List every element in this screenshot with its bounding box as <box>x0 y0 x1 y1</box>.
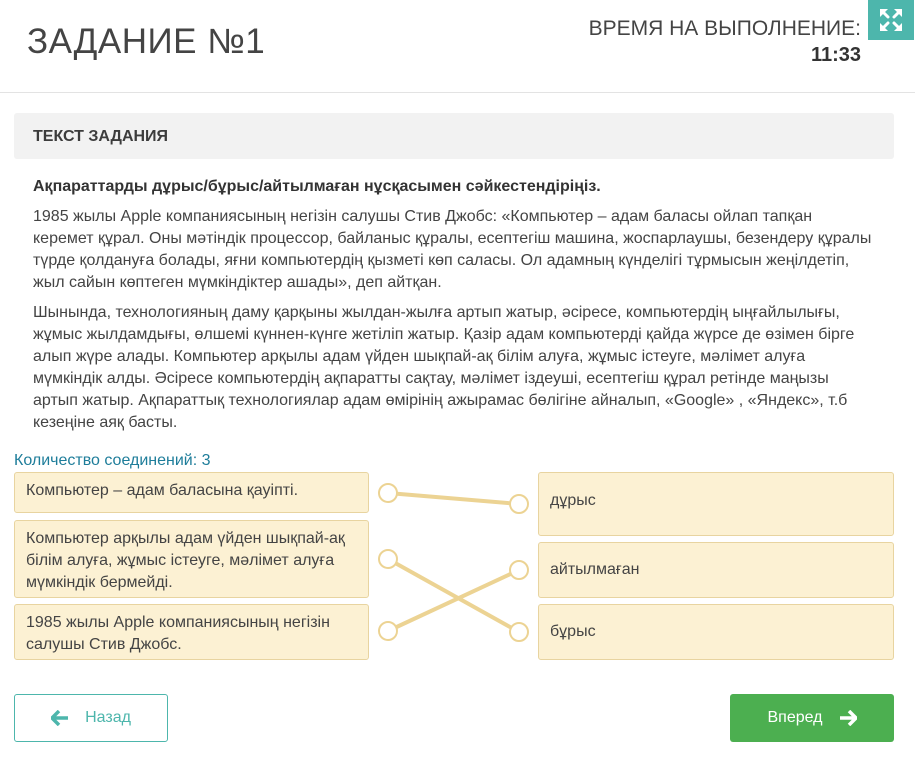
task-paragraph-2: Шынында, технологияның даму қарқыны жылдан-жылға артып жатыр, әсіресе, компьютердің ыңғайлылығы, жұмыс жылдамдығы, өлшемі күннен-күнге жетіліп жатыр. Қазір адам компьютерді қайда жүрсе де өзімен бірге алып жүре алады. Компьютер арқылы адам үйден шықпай-ақ білім алуға, жұмыс істеуге, мәлімет алуға мүмкіндік алды. Әсіресе компьютердің ақпаратты сақтау, мәлімет іздеуші, есептегіш құрал ретінде маңызы артып жатыр. Ақпараттық технологиялар адам өмірінің ажырамас бөлігіне айналып, «Google» , «Яндекс», т.б кезеңіне аяқ басты. <box>33 304 855 431</box>
page-title: ЗАДАНИЕ №1 <box>27 22 266 61</box>
timer-value: 11:33 <box>810 44 861 66</box>
left-statement-2[interactable]: Компьютер арқылы адам үйден шықпай-ақ білім алуға, жұмыс істеуге, мәлімет алуға мүмкіндік бермейді. <box>14 520 369 598</box>
answer-option-2[interactable]: айтылмаған <box>538 542 894 598</box>
timer-label: ВРЕМЯ НА ВЫПОЛНЕНИЕ: <box>588 17 861 40</box>
section-title: ТЕКСТ ЗАДАНИЯ <box>33 128 169 145</box>
connections-count: Количество соединений: 3 <box>14 452 211 469</box>
header <box>0 0 915 93</box>
fullscreen-button[interactable] <box>868 0 914 40</box>
task-instruction: Ақпараттарды дұрыс/бұрыс/айтылмаған нұсқасымен сәйкестендіріңіз. <box>33 178 601 195</box>
left-connector-3[interactable] <box>378 621 398 641</box>
left-connector-2[interactable] <box>378 549 398 569</box>
left-connector-1[interactable] <box>378 483 398 503</box>
arrow-right-icon <box>839 710 857 726</box>
task-section-header <box>14 113 894 159</box>
back-button[interactable] <box>14 694 168 742</box>
task-paragraph-1: 1985 жылы Apple компаниясының негізін салушы Стив Джобс: «Компьютер – адам баласы ойлап тапқан керемет құрал. Оны мәтіндік процессор, байланыс құралы, есептегіш машина, жоспарлаушы, безендеру құралы түрде қолдануға болады, яғни компьютердің қызметі көп саласы. Ол адамның күнделігі тұрмысын жеңілдетіп, жыл сайын көптеген мүмкіндіктер ашады», деп айтқан. <box>33 208 872 291</box>
answer-option-3[interactable]: бұрыс <box>538 604 894 660</box>
next-label: Вперед <box>767 709 823 726</box>
left-statement-3[interactable]: 1985 жылы Apple компаниясының негізін салушы Стив Джобс. <box>14 604 369 660</box>
connection-line-1 <box>388 493 519 504</box>
back-label: Назад <box>85 709 131 726</box>
answer-option-1[interactable]: дұрыс <box>538 472 894 536</box>
right-connector-2[interactable] <box>509 560 529 580</box>
connection-line-2 <box>388 559 519 632</box>
expand-icon <box>878 7 904 33</box>
left-statement-1[interactable]: Компьютер – адам баласына қауіпті. <box>14 472 369 513</box>
connection-line-3 <box>388 570 519 631</box>
next-button[interactable] <box>730 694 894 742</box>
arrow-left-icon <box>51 710 69 726</box>
right-connector-1[interactable] <box>509 494 529 514</box>
right-connector-3[interactable] <box>509 622 529 642</box>
